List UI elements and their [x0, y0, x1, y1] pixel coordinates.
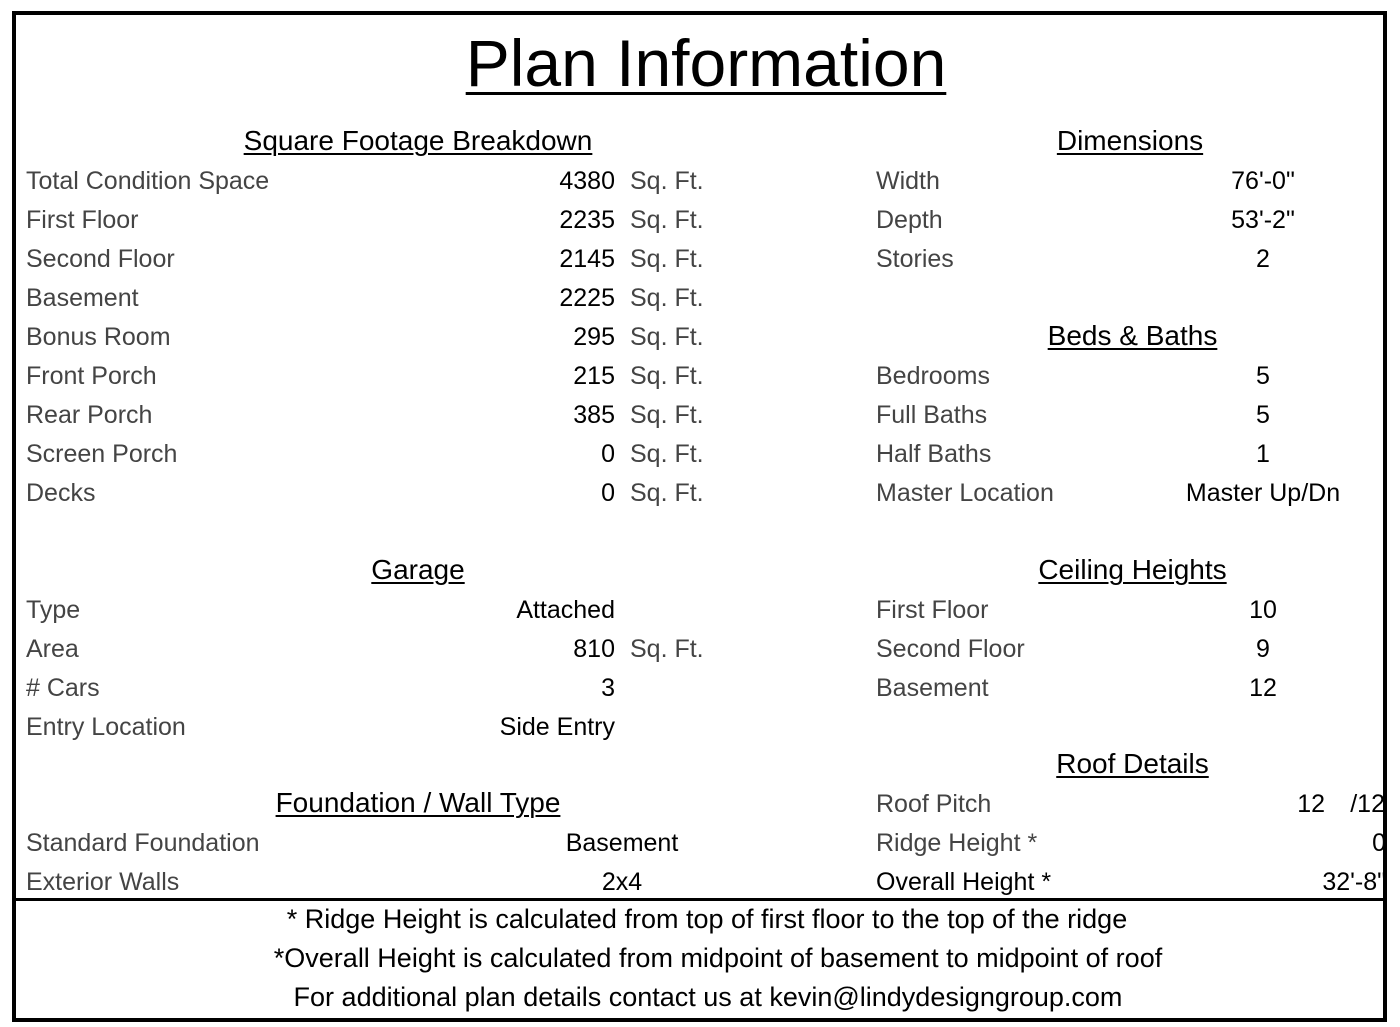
ceiling-label-basement: Basement	[876, 674, 989, 702]
sqft-value-first-floor: 2235	[559, 206, 615, 234]
sqft-label-bonus-room: Bonus Room	[26, 323, 171, 351]
sqft-unit: Sq. Ft.	[630, 245, 704, 273]
sqft-value-rear-porch: 385	[573, 401, 615, 429]
sqft-header: Square Footage Breakdown	[243, 125, 593, 156]
sqft-value-decks: 0	[601, 479, 615, 507]
roof-label-pitch: Roof Pitch	[876, 790, 992, 818]
sqft-unit: Sq. Ft.	[630, 440, 704, 468]
garage-label-cars: # Cars	[26, 674, 100, 702]
ceiling-value-second-floor: 9	[1256, 635, 1270, 663]
roof-label-ridge-height: Ridge Height *	[876, 829, 1038, 857]
sqft-value-total: 4380	[559, 167, 615, 195]
sqft-value-basement: 2225	[559, 284, 615, 312]
beds-value-full-baths: 5	[1256, 401, 1270, 429]
dimensions-label-width: Width	[876, 167, 940, 195]
beds-value-master-location: Master Up/Dn	[1185, 479, 1341, 507]
dimensions-value-stories: 2	[1256, 245, 1270, 273]
garage-value-area: 810	[573, 635, 615, 663]
roof-value-pitch: 12	[1297, 790, 1325, 818]
sqft-unit: Sq. Ft.	[630, 362, 704, 390]
sqft-unit: Sq. Ft.	[630, 323, 704, 351]
sqft-unit: Sq. Ft.	[630, 479, 704, 507]
garage-area-unit: Sq. Ft.	[630, 635, 704, 663]
sqft-unit: Sq. Ft.	[630, 167, 704, 195]
roof-value-overall-height: 32'-8"	[1322, 868, 1386, 896]
roof-details-header: Roof Details	[1056, 748, 1209, 779]
sqft-label-first-floor: First Floor	[26, 206, 139, 234]
sqft-label-total: Total Condition Space	[26, 167, 270, 195]
sqft-unit: Sq. Ft.	[630, 284, 704, 312]
sqft-value-second-floor: 2145	[559, 245, 615, 273]
sqft-label-basement: Basement	[26, 284, 139, 312]
beds-label-half-baths: Half Baths	[876, 440, 992, 468]
roof-value-pitch-denominator: /12	[1350, 790, 1385, 818]
sqft-value-screen-porch: 0	[601, 440, 615, 468]
foundation-value-exterior-walls: 2x4	[601, 868, 643, 896]
sqft-label-decks: Decks	[26, 479, 96, 507]
beds-baths-header: Beds & Baths	[1047, 320, 1218, 351]
garage-label-area: Area	[26, 635, 79, 663]
garage-header: Garage	[371, 554, 465, 585]
dimensions-value-depth: 53'-2"	[1231, 206, 1295, 234]
sqft-label-front-porch: Front Porch	[26, 362, 157, 390]
foundation-value-standard: Basement	[565, 829, 679, 857]
beds-label-bedrooms: Bedrooms	[876, 362, 990, 390]
dimensions-label-depth: Depth	[876, 206, 943, 234]
garage-value-entry-location: Side Entry	[499, 713, 615, 741]
ceiling-heights-header: Ceiling Heights	[1038, 554, 1227, 585]
note-ridge-height: * Ridge Height is calculated from top of first floor to the top of the ridge	[286, 904, 1128, 934]
sqft-unit: Sq. Ft.	[630, 206, 704, 234]
sqft-value-front-porch: 215	[573, 362, 615, 390]
ceiling-label-second-floor: Second Floor	[876, 635, 1025, 663]
ceiling-value-basement: 12	[1249, 674, 1277, 702]
foundation-header: Foundation / Wall Type	[275, 787, 561, 818]
garage-value-type: Attached	[516, 596, 615, 624]
dimensions-value-width: 76'-0"	[1231, 167, 1295, 195]
foundation-label-exterior-walls: Exterior Walls	[26, 868, 180, 896]
beds-label-full-baths: Full Baths	[876, 401, 988, 429]
roof-label-overall-height: Overall Height *	[876, 868, 1052, 896]
ceiling-value-first-floor: 10	[1249, 596, 1277, 624]
notes-divider	[12, 898, 1387, 901]
sqft-label-second-floor: Second Floor	[26, 245, 175, 273]
sqft-unit: Sq. Ft.	[630, 401, 704, 429]
sqft-label-screen-porch: Screen Porch	[26, 440, 178, 468]
dimensions-header: Dimensions	[1056, 125, 1204, 156]
dimensions-label-stories: Stories	[876, 245, 954, 273]
note-overall-height: *Overall Height is calculated from midpoint of basement to midpoint of roof	[273, 943, 1163, 973]
garage-value-cars: 3	[601, 674, 615, 702]
ceiling-label-first-floor: First Floor	[876, 596, 989, 624]
sqft-value-bonus-room: 295	[573, 323, 615, 351]
beds-value-bedrooms: 5	[1256, 362, 1270, 390]
garage-label-entry-location: Entry Location	[26, 713, 186, 741]
beds-label-master-location: Master Location	[876, 479, 1054, 507]
page-title: Plan Information	[465, 26, 947, 100]
garage-label-type: Type	[26, 596, 81, 624]
beds-value-half-baths: 1	[1256, 440, 1270, 468]
note-contact: For additional plan details contact us at kevin@lindydesigngroup.com	[293, 982, 1123, 1012]
sqft-label-rear-porch: Rear Porch	[26, 401, 153, 429]
foundation-label-standard: Standard Foundation	[26, 829, 260, 857]
roof-value-ridge-height: 0	[1372, 829, 1386, 857]
